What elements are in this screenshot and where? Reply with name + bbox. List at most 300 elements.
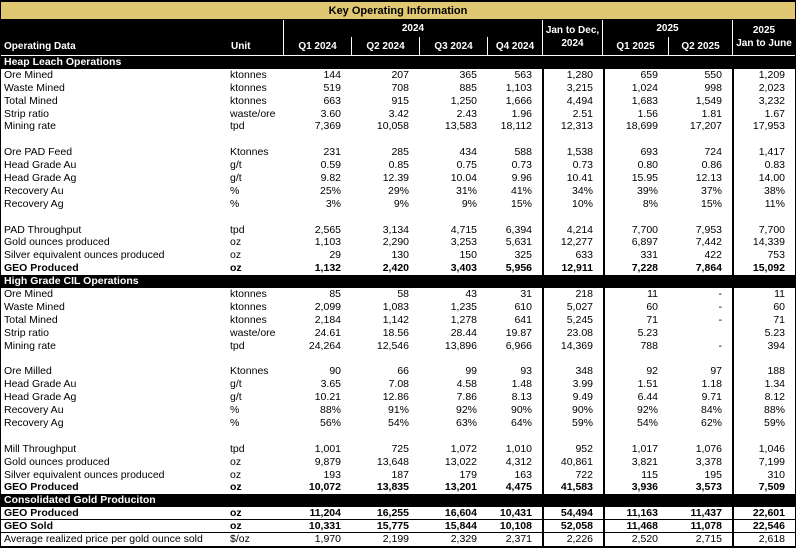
cell-q2-2025: 550 [704,68,722,81]
cell-q4-2024: 19.87 [505,326,532,339]
cell-q4-2024: 4,475 [505,481,532,494]
cell-jan-to-dec-2024: 10% [542,198,603,211]
cell-q4-2024: 641 [514,313,532,326]
cell-q1-2024: 56% [319,416,341,429]
cell-q2-2024: 9% [393,197,409,210]
cell-jan-to-dec-2024: 3,215 [542,82,603,95]
spacer-row [1,430,795,443]
cell-q1-2024: 663 [323,94,341,107]
cell-jan-to-dec-2024: 10.41 [542,172,603,185]
row-unit: tpd [230,223,245,236]
cell-q2-2024: 13,835 [376,481,409,494]
cell-jan-to-dec-2024: 12,277 [542,236,603,249]
cell-q2-2024: 54% [387,416,409,429]
row-unit: ktonnes [230,288,267,301]
table-row [1,69,795,82]
cell-q2-2024: 915 [391,94,409,107]
cell-jan-to-dec-2024: 90% [542,404,603,417]
cell-q4-2024: 64% [510,416,532,429]
group-header-h1-2025-line1: 2025 [752,25,776,36]
cell-q4-2024: 18,112 [500,120,532,133]
col-header-operating-data: Operating Data [4,40,76,52]
cell-q1-2024 [283,211,351,224]
cell-q1-2024: 9,879 [314,455,341,468]
cell-jan-to-dec-2024: 4,214 [542,224,603,237]
cell-q4-2024: 325 [514,249,532,262]
row-label: Ore Milled [4,365,52,378]
cell-q3-2024: 2,329 [450,532,477,545]
cell-q1-2024: 85 [329,288,341,301]
cell-q2-2025: 195 [704,468,722,481]
cell-q2-2025: 0.86 [701,159,722,172]
cell-q3-2024: 434 [459,146,477,159]
cell-q1-2025 [603,352,668,365]
cell-jan-to-dec-2024: 41,583 [542,481,603,494]
row-label: Total Mined [4,94,58,107]
cell-q1-2025: 659 [603,69,668,82]
table-row [1,301,795,314]
row-label: Average realized price per gold ounce sold [4,532,203,545]
cell-q1-2025: 0.80 [603,159,668,172]
row-unit: tpd [230,339,245,352]
cell-q2-2024: 12.86 [382,391,409,404]
row-unit: g/t [230,378,242,391]
cell-q2-2024: 1,083 [382,300,409,313]
row-unit: oz [230,236,242,249]
cell-jan-to-dec-2024: 348 [542,365,603,378]
cell-2025-jan-to-june: 59% [732,417,795,430]
cell-q1-2024: 3.60 [320,107,341,120]
cell-q1-2025: 8% [603,198,668,211]
cell-q1-2025: 5.23 [603,327,668,340]
cell-2025-jan-to-june: 38% [732,185,795,198]
row-unit: Ktonnes [230,146,269,159]
cell-q1-2024: 2,565 [314,223,341,236]
section-header: High Grade CIL Operations [1,275,795,288]
row-label: Head Grade Au [4,378,77,391]
cell-q1-2024: 144 [323,68,341,81]
spacer-row [1,352,795,365]
cell-2025-jan-to-june: 14,339 [732,236,795,249]
table-row [1,172,795,185]
row-unit [228,133,283,146]
cell-q2-2024: 10,058 [376,120,409,133]
row-label: Recovery Ag [4,416,64,429]
cell-q1-2024: 24,264 [308,339,341,352]
cell-q2-2024: 725 [391,442,409,455]
cell-2025-jan-to-june: 22,546 [732,520,795,532]
cell-q1-2025: 331 [603,249,668,262]
cell-q2-2024: 13,648 [376,455,409,468]
row-unit: oz [230,468,242,481]
group-header-2025: 2025 [656,23,679,34]
cell-jan-to-dec-2024: 2,226 [542,533,603,546]
cell-q2-2025 [668,430,732,443]
cell-jan-to-dec-2024: 722 [542,469,603,482]
cell-2025-jan-to-june: 60 [732,301,795,314]
cell-jan-to-dec-2024: 3.99 [542,378,603,391]
cell-q2-2025: 998 [704,81,722,94]
table-row [1,456,795,469]
cell-q1-2024: 10.21 [314,391,341,404]
cell-q2-2025: - [718,313,722,326]
cell-q1-2024: 231 [323,146,341,159]
row-unit: oz [230,249,242,262]
cell-2025-jan-to-june: 1,417 [732,146,795,159]
cell-2025-jan-to-june: 22,601 [732,507,795,519]
cell-2025-jan-to-june: 310 [732,469,795,482]
row-unit: g/t [230,159,242,172]
cell-2025-jan-to-june: 8.12 [732,391,795,404]
table-row [1,236,795,249]
cell-q2-2024: 2,199 [382,532,409,545]
cell-q2-2024: 0.85 [388,159,409,172]
cell-2025-jan-to-june: 7,509 [732,481,795,494]
cell-2025-jan-to-june: 14.00 [732,172,795,185]
cell-q3-2024: 15,844 [444,520,477,532]
cell-q1-2024: 3% [325,197,341,210]
table-row [1,95,795,108]
cell-q2-2024: 1,142 [382,313,409,326]
row-label: GEO Produced [4,481,79,494]
row-label: Silver equivalent ounces produced [4,468,165,481]
cell-jan-to-dec-2024 [542,430,603,443]
cell-q3-2024: 2.43 [456,107,477,120]
cell-q1-2025: 788 [603,340,668,353]
cell-q1-2025 [603,430,668,443]
cell-q3-2024: 13,022 [444,455,477,468]
cell-q4-2024: 10,108 [499,520,532,532]
cell-q4-2024: 1,666 [505,94,532,107]
cell-q1-2024: 3.65 [320,378,341,391]
cell-q1-2024: 90 [329,365,341,378]
cell-q4-2024: 5,956 [505,262,532,275]
cell-2025-jan-to-june [732,133,795,146]
cell-q2-2024: 12.39 [382,172,409,185]
row-label: Waste Mined [4,81,65,94]
section-header: Heap Leach Operations [1,56,795,69]
cell-q2-2024: 7.08 [388,378,409,391]
cell-q2-2025: 7,442 [695,236,722,249]
cell-q3-2024: 3,403 [450,262,477,275]
cell-jan-to-dec-2024: 40,861 [542,456,603,469]
cell-2025-jan-to-june: 1.34 [732,378,795,391]
cell-q2-2025: - [718,288,722,301]
cell-2025-jan-to-june: 3,232 [732,95,795,108]
row-unit: tpd [230,120,245,133]
cell-q1-2024: 0.59 [320,159,341,172]
cell-q2-2025: 37% [700,184,722,197]
cell-q1-2024: 519 [323,81,341,94]
row-unit: g/t [230,172,242,185]
table-row [1,391,795,404]
cell-q4-2024: 1,010 [505,442,532,455]
cell-jan-to-dec-2024: 952 [542,443,603,456]
cell-2025-jan-to-june: 1.67 [732,108,795,121]
table-row [1,262,795,275]
row-label [1,133,228,146]
table-row [1,146,795,159]
cell-jan-to-dec-2024: 59% [542,417,603,430]
row-unit: oz [230,481,242,494]
cell-q4-2024: 10,431 [499,507,532,520]
col-header-q2-2024: Q2 2024 [351,37,419,55]
cell-q2-2024: 3,134 [382,223,409,236]
cell-q2-2024: 15,775 [376,520,409,532]
cell-2025-jan-to-june: 11 [732,288,795,301]
cell-2025-jan-to-june [732,430,795,443]
row-label: Head Grade Ag [4,391,77,404]
row-unit: ktonnes [230,68,267,81]
cell-q2-2024 [351,430,419,443]
table-row [1,533,795,546]
cell-jan-to-dec-2024: 218 [542,288,603,301]
cell-q1-2024: 10,072 [308,481,341,494]
cell-jan-to-dec-2024: 54,494 [542,507,603,519]
cell-jan-to-dec-2024 [542,133,603,146]
cell-q3-2024: 150 [459,249,477,262]
cell-q4-2024 [487,211,542,224]
cell-q1-2024: 11,204 [309,507,341,520]
cell-q4-2024: 163 [514,468,532,481]
cell-q4-2024: 5,631 [505,236,532,249]
row-unit: Ktonnes [230,365,269,378]
col-header-unit: Unit [231,40,251,52]
cell-2025-jan-to-june: 188 [732,365,795,378]
cell-q3-2024 [419,133,487,146]
row-label: GEO Produced [4,507,79,520]
table-row [1,327,795,340]
cell-q1-2024: 2,099 [314,300,341,313]
row-unit: tpd [230,442,245,455]
cell-q2-2025: 11,437 [690,507,722,520]
table-row [1,417,795,430]
row-label: Waste Mined [4,300,65,313]
row-label: GEO Produced [4,262,79,275]
cell-q1-2025: 3,936 [603,481,668,494]
table-row [1,365,795,378]
cell-q4-2024: 9.96 [511,172,532,185]
cell-q3-2024 [419,211,487,224]
table-row [1,108,795,121]
cell-q3-2024: 4,715 [450,223,477,236]
cell-q1-2025: 1,024 [603,82,668,95]
row-unit: oz [230,507,242,520]
table-title: Key Operating Information [1,2,795,20]
cell-q1-2024: 25% [319,184,341,197]
section-header: Consolidated Gold Produciton [1,494,795,507]
cell-q2-2025: 84% [700,404,722,417]
cell-2025-jan-to-june: 0.83 [732,159,795,172]
row-unit [228,352,283,365]
cell-q3-2024 [419,352,487,365]
cell-q3-2024 [419,430,487,443]
cell-q1-2024: 9.82 [320,172,341,185]
cell-q1-2024: 1,970 [314,532,341,545]
cell-q2-2025 [668,327,732,340]
cell-q1-2024: 29 [329,249,341,262]
cell-q4-2024: 6,966 [505,339,532,352]
cell-q3-2024: 0.75 [456,159,477,172]
cell-q2-2025: 7,864 [695,262,722,275]
cell-q1-2025: 71 [603,314,668,327]
cell-q2-2025: 1.81 [701,107,722,120]
cell-q4-2024 [487,352,542,365]
table-row [1,507,795,520]
cell-q1-2024: 7,369 [314,120,341,133]
col-header-q2-2025: Q2 2025 [668,37,732,55]
spacer-row [1,211,795,224]
cell-q1-2025: 92 [603,365,668,378]
row-unit: waste/ore [230,326,276,339]
cell-q1-2025: 6,897 [603,236,668,249]
cell-2025-jan-to-june: 17,953 [732,120,795,133]
cell-q1-2025: 11,468 [603,520,668,532]
header-spacer [1,20,283,37]
cell-2025-jan-to-june: 1,046 [732,443,795,456]
col-header-q3-2024: Q3 2024 [419,37,487,55]
cell-jan-to-dec-2024: 1,538 [542,146,603,159]
cell-q1-2024: 2,184 [314,313,341,326]
row-label: Silver equivalent ounces produced [4,249,165,262]
cell-q1-2025 [603,211,668,224]
cell-2025-jan-to-june: 394 [732,340,795,353]
cell-q3-2024: 3,253 [450,236,477,249]
cell-q2-2024: 187 [391,468,409,481]
cell-q2-2025 [668,352,732,365]
spacer-row [1,133,795,146]
cell-q3-2024: 63% [455,416,477,429]
cell-2025-jan-to-june: 11% [732,198,795,211]
cell-jan-to-dec-2024 [542,352,603,365]
table-row [1,520,795,533]
table-row [1,120,795,133]
row-unit [228,430,283,443]
cell-jan-to-dec-2024: 4,494 [542,95,603,108]
cell-q1-2024: 10,331 [308,520,341,532]
cell-q3-2024: 99 [465,365,477,378]
cell-jan-to-dec-2024 [542,211,603,224]
cell-q3-2024: 9% [461,197,477,210]
table-row [1,249,795,262]
cell-q1-2025: 60 [603,301,668,314]
cell-q1-2025: 1.51 [603,378,668,391]
cell-jan-to-dec-2024: 52,058 [542,520,603,532]
cell-q1-2024 [283,430,351,443]
cell-q2-2024: 66 [397,365,409,378]
row-label: Recovery Au [4,404,64,417]
cell-q2-2024: 285 [391,146,409,159]
cell-q1-2025: 54% [603,417,668,430]
cell-q3-2024: 1,072 [450,442,477,455]
col-header-q4-2024: Q4 2024 [487,37,542,55]
column-header-band [1,20,795,56]
group-header-h1-2025-line2: Jan to June [736,37,792,49]
cell-q1-2024: 1,001 [314,442,341,455]
row-label: Mining rate [4,120,56,133]
row-unit: $/oz [230,532,250,545]
cell-q1-2025: 693 [603,146,668,159]
table-row [1,82,795,95]
cell-q2-2025: 62% [700,416,722,429]
cell-q4-2024: 6,394 [505,223,532,236]
cell-q2-2024: 16,255 [376,507,409,520]
cell-q4-2024: 93 [520,365,532,378]
cell-jan-to-dec-2024: 34% [542,185,603,198]
cell-2025-jan-to-june [732,352,795,365]
row-label: Total Mined [4,313,58,326]
cell-q1-2025: 11,163 [603,507,668,519]
row-label: Gold ounces produced [4,236,110,249]
cell-q3-2024: 1,278 [450,313,477,326]
cell-q1-2024: 193 [323,468,341,481]
cell-q2-2025: 11,078 [690,520,722,532]
cell-q4-2024: 1.48 [511,378,532,391]
cell-jan-to-dec-2024: 14,369 [542,340,603,353]
cell-q2-2025: 12.13 [695,172,722,185]
row-label: Ore Mined [4,288,54,301]
cell-q2-2025: 97 [710,365,722,378]
cell-q2-2024 [351,211,419,224]
cell-q4-2024: 31 [520,288,532,301]
cell-jan-to-dec-2024: 1,280 [542,69,603,82]
table-row [1,481,795,494]
cell-2025-jan-to-june: 71 [732,314,795,327]
cell-q2-2024 [351,133,419,146]
cell-q3-2024: 885 [459,81,477,94]
cell-jan-to-dec-2024: 633 [542,249,603,262]
cell-2025-jan-to-june: 7,700 [732,224,795,237]
cell-jan-to-dec-2024: 23.08 [542,327,603,340]
cell-q4-2024: 1,103 [505,81,532,94]
cell-q2-2024 [351,352,419,365]
cell-q1-2025: 115 [603,469,668,482]
cell-q1-2024: 24.61 [314,326,341,339]
cell-q3-2024: 16,604 [444,507,477,520]
cell-q3-2024: 10.04 [450,172,477,185]
row-label: Gold ounces produced [4,455,110,468]
group-header-jan-to-dec-2024 [542,20,603,55]
cell-q1-2024 [283,133,351,146]
cell-q2-2024: 2,420 [382,262,409,275]
row-unit [228,211,283,224]
cell-q3-2024: 1,235 [450,300,477,313]
cell-q4-2024: 4,312 [505,455,532,468]
cell-q4-2024: 15% [510,197,532,210]
cell-q3-2024: 31% [455,184,477,197]
cell-2025-jan-to-june: 2,023 [732,82,795,95]
cell-q4-2024 [487,133,542,146]
row-unit: % [230,416,240,429]
cell-q2-2024: 130 [391,249,409,262]
cell-q2-2025: 7,953 [695,223,722,236]
cell-q2-2024: 12,546 [376,339,409,352]
cell-q1-2025: 3,821 [603,456,668,469]
cell-q3-2024: 1,250 [450,94,477,107]
cell-q2-2025: 17,207 [689,120,722,133]
table-body [1,56,795,546]
group-header-2024: 2024 [283,20,542,37]
cell-q1-2025: 15.95 [603,172,668,185]
cell-q1-2025: 39% [603,185,668,198]
cell-2025-jan-to-june: 1,209 [732,69,795,82]
row-label: PAD Throughput [4,223,82,236]
cell-q2-2024: 29% [387,184,409,197]
row-unit: % [230,184,240,197]
table-row [1,224,795,237]
row-unit: g/t [230,391,242,404]
cell-q1-2024 [283,352,351,365]
